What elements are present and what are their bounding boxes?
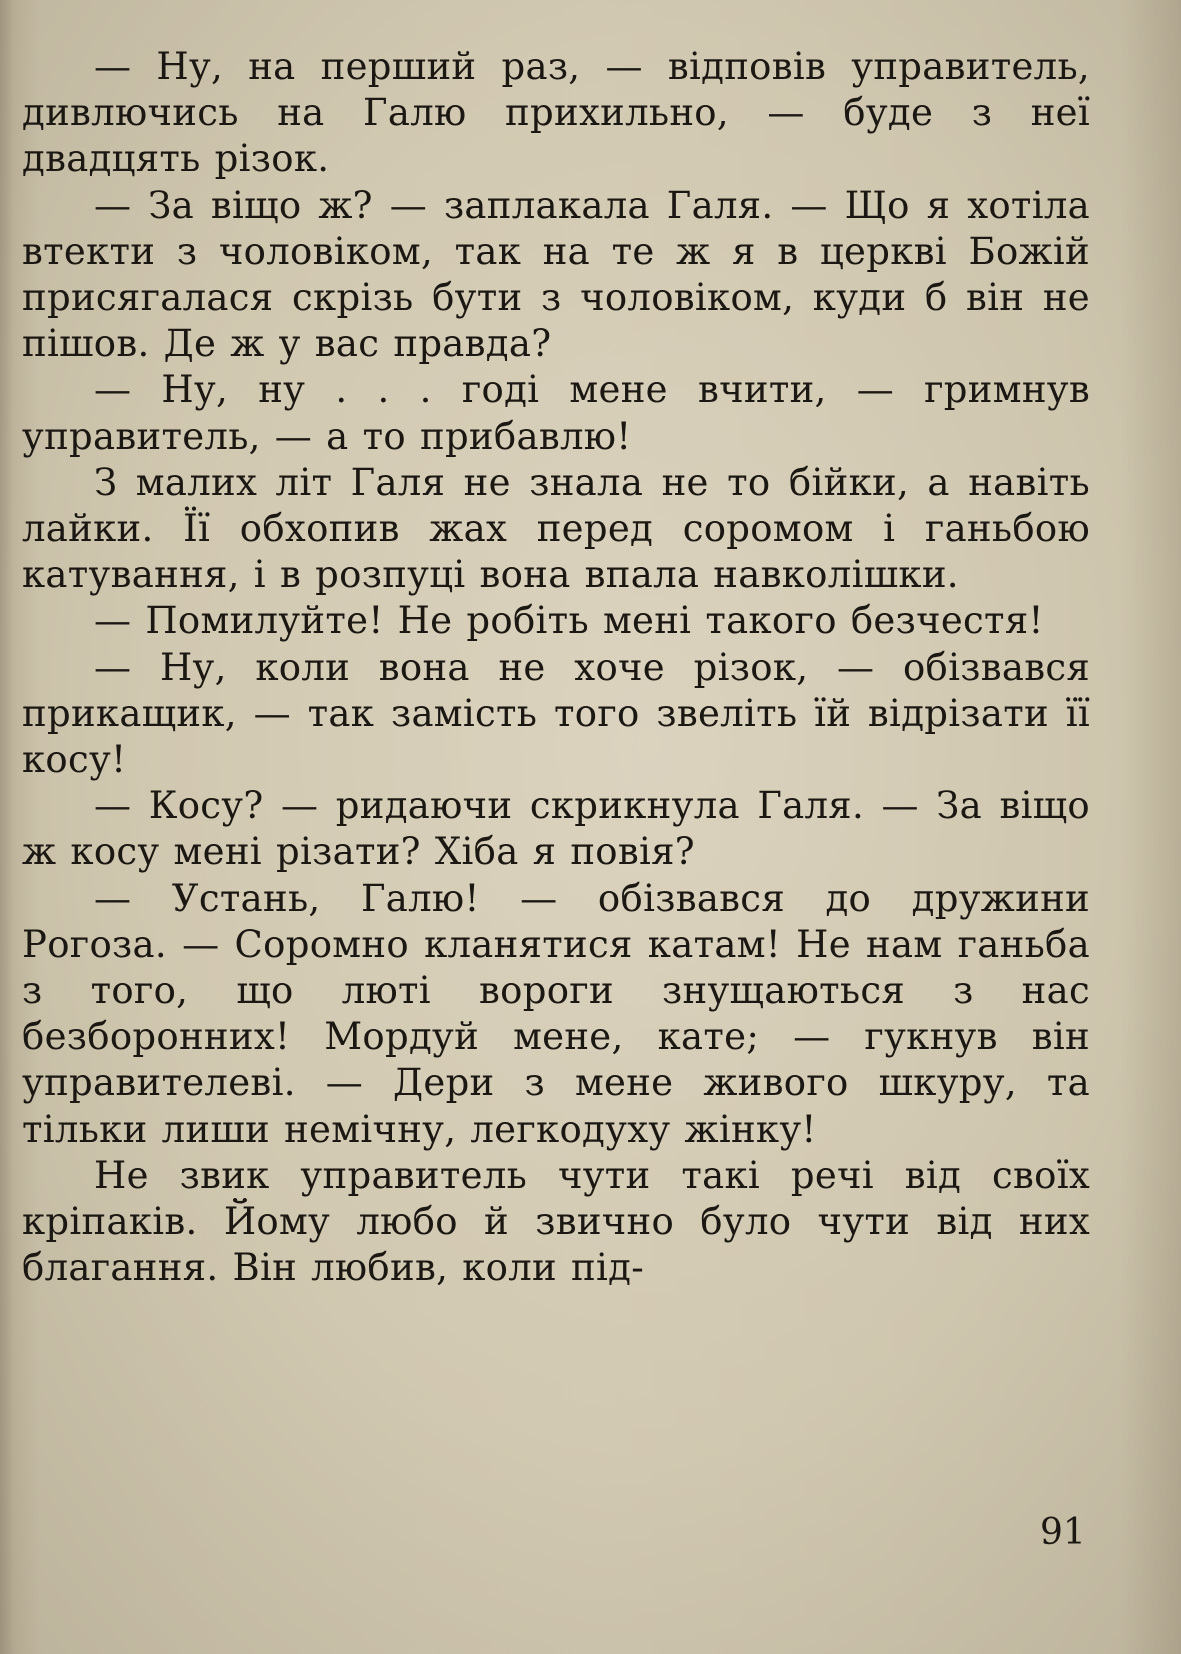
- paragraph: — За віщо ж? — заплакала Галя. — Що я хотіла втекти з чоловіком, так на те ж я в церкві Божій присягалася скрізь бути з чоловіком, куди б він не пішов. Де ж у вас правда?: [22, 183, 1090, 366]
- paragraph: — Устань, Галю! — обізвався до дружини Рогоза. — Соромно кланятися катам! Не нам ганьба з того, що люті вороги знущаються з нас безборонних! Мордуй мене, кате; — гукнув він управителеві. — Дери з мене живого шкуру, та тільки лиши немічну, легкодуху жінку!: [22, 876, 1090, 1151]
- paragraph: — Ну, коли вона не хоче різок, — обізвався прикащик, — так замість того звеліть їй відрізати її косу!: [22, 645, 1090, 782]
- paragraph: Не звик управитель чути такі речі від своїх кріпаків. Йому любо й звично було чути від них благання. Він любив, коли під-: [22, 1153, 1090, 1290]
- page-number: 91: [1040, 1512, 1086, 1553]
- paragraph: — Помилуйте! Не робіть мені такого безчестя!: [94, 599, 1044, 643]
- paragraph: З малих літ Галя не знала не то бійки, а навіть лайки. Її обхопив жах перед соромом і ганьбою катування, і в розпуці вона впала навколішки.: [22, 460, 1090, 597]
- paragraph: — Косу? — ридаючи скрикнула Галя. — За віщо ж косу мені різати? Хіба я повія?: [22, 784, 1090, 874]
- body-text: [22, 44, 1090, 1291]
- paragraph: — Ну, ну . . . годі мене вчити, — гримнув управитель, — а то прибавлю!: [22, 368, 1090, 458]
- paragraph: — Ну, на перший раз, — відповів управитель, дивлючись на Галю прихильно, — буде з неї двадцять різок.: [22, 45, 1090, 181]
